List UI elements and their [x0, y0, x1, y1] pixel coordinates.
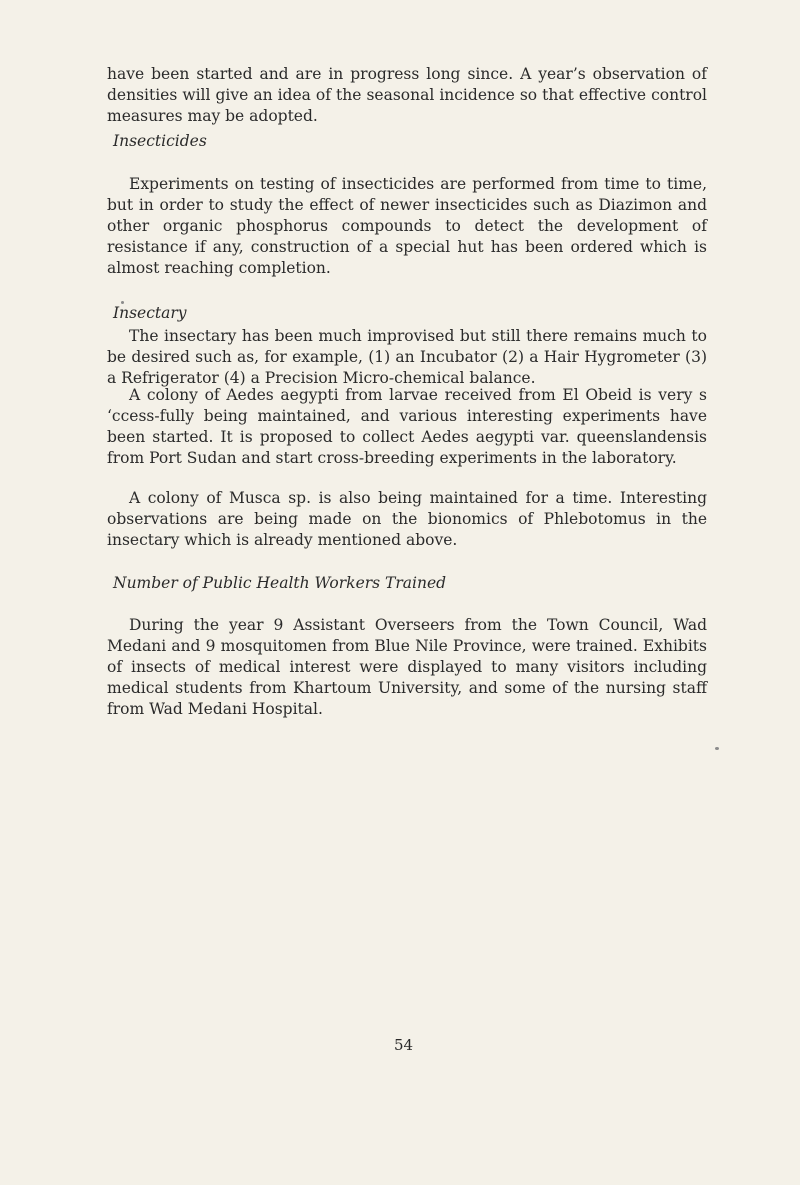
insecticides-paragraph: Experiments on testing of insecticides are performed from time to time, but in order to study the effect of newer insecticides such as Diazimon and other organic phosphorus compounds to detect the development of resistance if any, construction of a special hut has been ordered which is almost reaching completion. — [107, 175, 707, 277]
insectary-paragraph-3: A colony of Musca sp. is also being maintained for a time. Interesting observations are being made on the bionomics of Phlebotomus in the insectary which is already mentioned above. — [107, 489, 707, 549]
paper-speck — [121, 301, 124, 304]
insectary-heading: Insectary — [113, 304, 187, 322]
intro-paragraph: have been started and are in progress long since. A year’s observation of densities will give an idea of the seasonal incidence so that effective control measures may be adopted. — [107, 65, 707, 125]
insecticides-heading: Insecticides — [113, 132, 207, 150]
workers-trained-heading: Number of Public Health Workers Trained — [113, 574, 447, 592]
page-number: 54 — [394, 1036, 414, 1054]
paper-speck — [715, 747, 719, 750]
insectary-paragraph-1: The insectary has been much improvised but still there remains much to be desired such as, for example, (1) an Incubator (2) a Hair Hygrometer (3) a Refrigerator (4) a Precision Micro-chemical balance. — [107, 327, 707, 387]
insectary-paragraph-2: A colony of Aedes aegypti from larvae received from El Obeid is very s ‘ccess-fully being maintained, and various interesting experiments have been started. It is proposed to collect Aedes aegypti var. queenslandensis from Port Sudan and start cross-breeding experiments in the laboratory. — [107, 386, 707, 467]
workers-trained-paragraph: During the year 9 Assistant Overseers from the Town Council, Wad Medani and 9 mosquitomen from Blue Nile Province, were trained. Exhibits of insects of medical interest were displayed to many visitors including medical students from Khartoum University, and some of the nursing staff from Wad Medani Hospital. — [107, 616, 707, 718]
